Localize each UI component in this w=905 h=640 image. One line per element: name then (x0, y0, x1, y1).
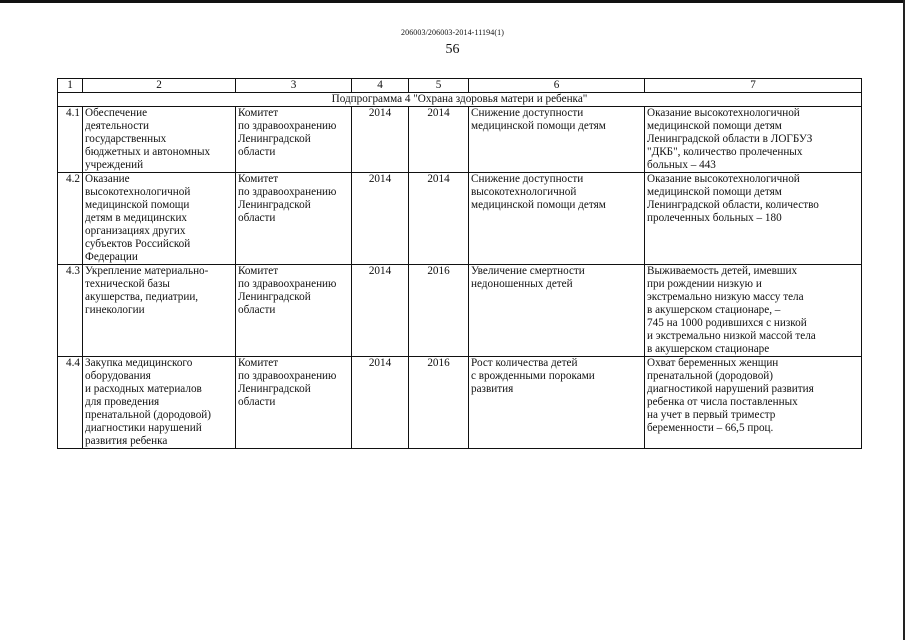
executor-cell (236, 107, 352, 173)
cell-text-line: медицинской помощи детям (647, 120, 782, 132)
cell-text-line: Комитет (238, 107, 279, 119)
cell-text-line: развития (471, 383, 514, 395)
cell-text-line: Ленинградской (238, 291, 311, 303)
subprogram-row (58, 93, 862, 107)
start-year-cell: 2014 (352, 265, 409, 357)
executor-cell (236, 265, 352, 357)
start-year-cell: 2014 (352, 357, 409, 449)
page-number: 56 (445, 42, 460, 57)
cell-text-line: беременности – 66,5 проц. (647, 422, 774, 434)
start-year-cell: 2014 (352, 107, 409, 173)
cell-text-line: Ленинградской (238, 199, 311, 211)
start-year-cell: 2014 (352, 173, 409, 265)
cell-text-line: по здравоохранению (238, 278, 337, 290)
cell-text-line: Рост количества детей (471, 357, 578, 369)
cell-text-line: высокотехнологичной (471, 186, 577, 198)
consequence-cell (469, 173, 645, 265)
cell-text-line: медицинской помощи детям (647, 186, 782, 198)
table-row (58, 173, 862, 265)
table-header-cell: 1 (58, 79, 83, 93)
cell-text-line: области (238, 396, 276, 408)
cell-text-line: области (238, 212, 276, 224)
cell-text-line: в акушерском стационаре (647, 343, 770, 355)
consequence-cell (469, 107, 645, 173)
cell-text-line: бюджетных и автономных (85, 146, 211, 158)
cell-text-line: диагностики нарушений (85, 422, 202, 434)
cell-text-line: Выживаемость детей, имевших (647, 265, 798, 277)
end-year-cell: 2016 (409, 265, 469, 357)
cell-text-line: по здравоохранению (238, 370, 337, 382)
cell-text-line: области (238, 304, 276, 316)
consequence-cell (469, 357, 645, 449)
table-header-cell: 2 (83, 79, 236, 93)
table-row (58, 107, 862, 173)
program-table (57, 78, 862, 449)
cell-text-line: технической базы (85, 278, 170, 290)
row-number-cell: 4.2 (58, 173, 83, 265)
cell-text-line: Оказание высокотехнологичной (647, 173, 800, 185)
measure-name-cell (83, 173, 236, 265)
cell-text-line: высокотехнологичной (85, 186, 191, 198)
cell-text-line: в акушерском стационаре, – (647, 304, 781, 316)
cell-text-line: Снижение доступности (471, 107, 584, 119)
cell-text-line: Обеспечение (85, 107, 148, 119)
cell-text-line: деятельности (85, 120, 150, 132)
table-header-cell: 6 (469, 79, 645, 93)
cell-text-line: Укрепление материально- (85, 265, 209, 277)
indicator-cell (645, 173, 862, 265)
cell-text-line: и экстремально низкой массой тела (647, 330, 816, 342)
executor-cell (236, 173, 352, 265)
cell-text-line: медицинской помощи (85, 199, 190, 211)
end-year-cell: 2014 (409, 173, 469, 265)
cell-text-line: области (238, 146, 276, 158)
cell-text-line: государственных (85, 133, 167, 145)
cell-text-line: по здравоохранению (238, 186, 337, 198)
document-code: 206003/206003-2014-11194(1) (401, 28, 504, 37)
cell-text-line: Закупка медицинского (85, 357, 193, 369)
cell-text-line: Комитет (238, 173, 279, 185)
cell-text-line: оборудования (85, 370, 151, 382)
cell-text-line: диагностикой нарушений развития (647, 383, 814, 395)
cell-text-line: ребенка от числа поставленных (647, 396, 798, 408)
cell-text-line: детям в медицинских (85, 212, 188, 224)
table-header-row (58, 79, 862, 93)
measure-name-cell (83, 107, 236, 173)
cell-text-line: Снижение доступности (471, 173, 584, 185)
table-header-cell: 3 (236, 79, 352, 93)
cell-text-line: больных – 443 (647, 159, 716, 171)
cell-text-line: 745 на 1000 родившихся с низкой (647, 317, 807, 329)
cell-text-line: Оказание высокотехнологичной (647, 107, 800, 119)
cell-text-line: и расходных материалов (85, 383, 202, 395)
cell-text-line: экстремально низкую массу тела (647, 291, 804, 303)
cell-text-line: пролеченных больных – 180 (647, 212, 782, 224)
cell-text-line: гинекологии (85, 304, 145, 316)
end-year-cell: 2014 (409, 107, 469, 173)
cell-text-line: акушерства, педиатрии, (85, 291, 199, 303)
table-row (58, 357, 862, 449)
subprogram-title: Подпрограмма 4 "Охрана здоровья матери и ребенка" (58, 93, 862, 107)
cell-text-line: Увеличение смертности (471, 265, 585, 277)
indicator-cell (645, 357, 862, 449)
indicator-cell (645, 107, 862, 173)
cell-text-line: по здравоохранению (238, 120, 337, 132)
cell-text-line: пренатальной (дородовой) (647, 370, 774, 382)
consequence-cell (469, 265, 645, 357)
measure-name-cell (83, 265, 236, 357)
cell-text-line: "ДКБ", количество пролеченных (647, 146, 803, 158)
cell-text-line: при рождении низкую и (647, 278, 762, 290)
cell-text-line: на учет в первый триместр (647, 409, 776, 421)
cell-text-line: Федерации (85, 251, 138, 263)
cell-text-line: развития ребенка (85, 435, 168, 447)
cell-text-line: пренатальной (дородовой) (85, 409, 212, 421)
end-year-cell: 2016 (409, 357, 469, 449)
cell-text-line: Ленинградской (238, 133, 311, 145)
table-header-cell: 5 (409, 79, 469, 93)
cell-text-line: организациях других (85, 225, 186, 237)
table-row (58, 265, 862, 357)
indicator-cell (645, 265, 862, 357)
row-number-cell: 4.3 (58, 265, 83, 357)
cell-text-line: медицинской помощи детям (471, 199, 606, 211)
cell-text-line: Охват беременных женщин (647, 357, 779, 369)
cell-text-line: Комитет (238, 265, 279, 277)
cell-text-line: медицинской помощи детям (471, 120, 606, 132)
cell-text-line: Ленинградской области, количество (647, 199, 819, 211)
cell-text-line: недоношенных детей (471, 278, 573, 290)
row-number-cell: 4.4 (58, 357, 83, 449)
cell-text-line: субъектов Российской (85, 238, 191, 250)
table-header-cell: 7 (645, 79, 862, 93)
table-header-cell: 4 (352, 79, 409, 93)
cell-text-line: учреждений (85, 159, 144, 171)
cell-text-line: Ленинградской области в ЛОГБУЗ (647, 133, 813, 145)
cell-text-line: Комитет (238, 357, 279, 369)
executor-cell (236, 357, 352, 449)
cell-text-line: Ленинградской (238, 383, 311, 395)
measure-name-cell (83, 357, 236, 449)
cell-text-line: с врожденными пороками (471, 370, 595, 382)
cell-text-line: для проведения (85, 396, 160, 408)
row-number-cell: 4.1 (58, 107, 83, 173)
cell-text-line: Оказание (85, 173, 130, 185)
scan-edge-top (0, 0, 905, 3)
